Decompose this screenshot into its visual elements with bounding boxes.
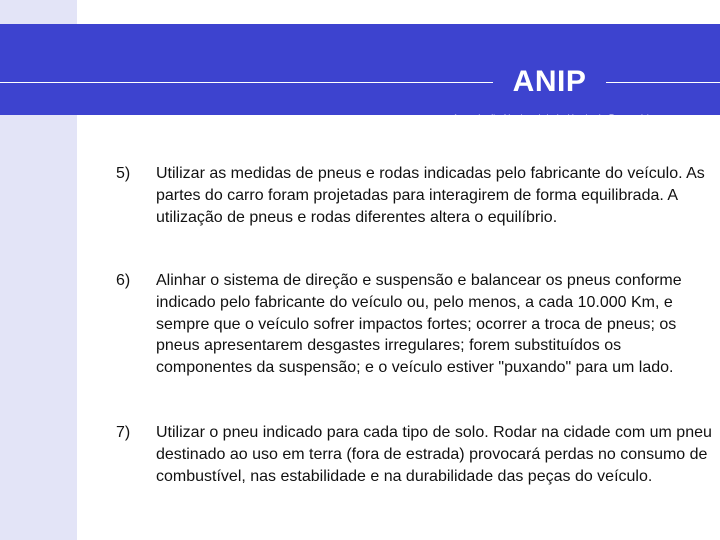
header-band (0, 24, 720, 124)
header-rule-left (0, 82, 493, 83)
list-item-text: Alinhar o sistema de direção e suspensão e balancear os pneus conforme indicado pelo fabricante do veículo ou, pelo menos, a cada 10.000 Km, e sempre que o veículo sofrer impactos fortes; ocorrer a troca de pneus; os pneus apresentarem desgastes irregulares; forem substituídos os componentes da suspensão; e o veículo estiver "puxando" para um lado. (156, 272, 682, 377)
list-item-text: Utilizar o pneu indicado para cada tipo de solo. Rodar na cidade com um pneu destinado ao uso em terra (fora de estrada) provocará perdas no consumo de combustível, nas estabilidade e na durabilidade das peças do veículo. (156, 424, 712, 485)
header-subtitle: Associação Nacional da Indústria de Pneumáticos (452, 113, 664, 124)
list-item-number: 6) (116, 272, 131, 289)
list-item-text: Utilizar as medidas de pneus e rodas indicadas pelo fabricante do veículo. As partes do carro foram projetadas para interagirem de forma equilibrada. A utilização de pneus e rodas diferentes altera o equilíbrio. (156, 165, 705, 226)
header-rule-right (606, 82, 720, 83)
list-item-number: 5) (116, 165, 131, 182)
list-item-number: 7) (116, 424, 131, 441)
logo-title: ANIP (512, 65, 587, 98)
